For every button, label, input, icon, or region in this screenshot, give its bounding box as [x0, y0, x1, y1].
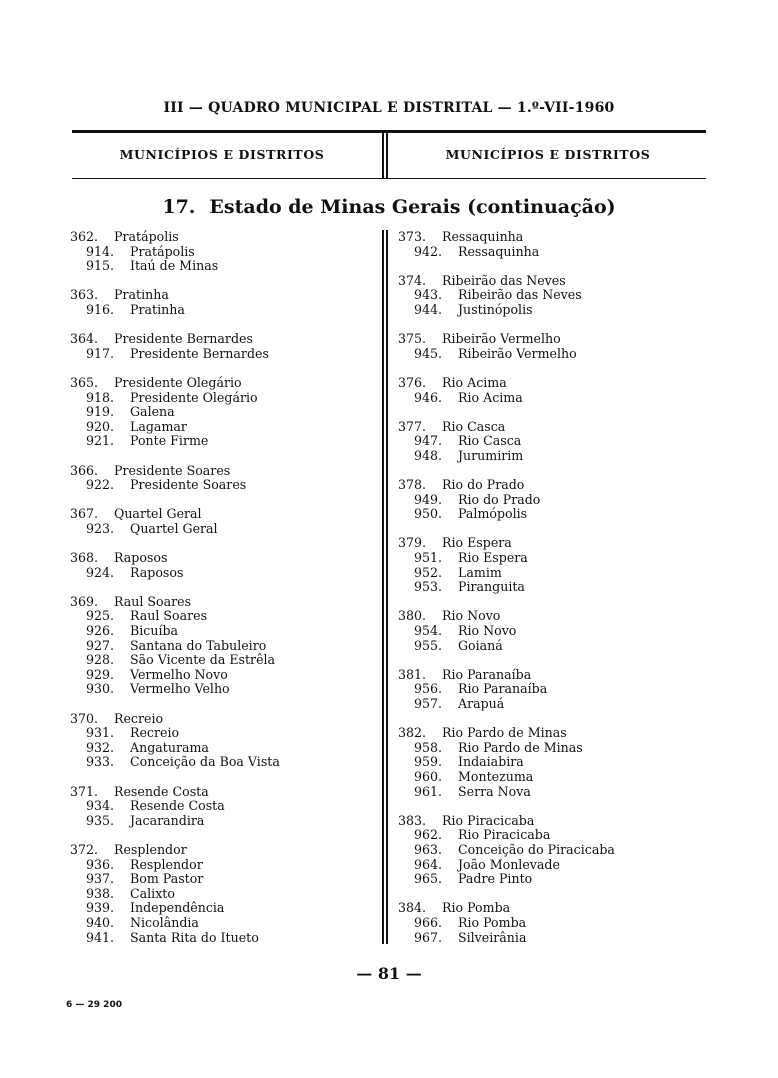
district-number: 932. [86, 739, 115, 755]
municipality-entry [398, 376, 698, 405]
district-name: Pratinha [130, 301, 185, 317]
district-row [398, 347, 698, 362]
municipality-name: Pratinha [114, 287, 169, 303]
district-name: Pratápolis [130, 243, 195, 259]
district-row [70, 858, 380, 873]
column-divider-top [386, 133, 388, 178]
municipality-row [398, 376, 698, 391]
district-row [398, 931, 698, 946]
municipality-row [398, 332, 698, 347]
municipality-name: Ribeirão Vermelho [442, 331, 561, 347]
district-name: Presidente Olegário [130, 389, 258, 405]
district-row [70, 887, 380, 902]
district-number: 953. [414, 579, 443, 595]
district-row [70, 916, 380, 931]
municipality-number: 362. [70, 229, 99, 244]
district-row [398, 697, 698, 712]
district-number: 944. [414, 301, 443, 317]
district-number: 954. [414, 623, 443, 639]
district-name: Rio Pomba [458, 914, 527, 930]
municipality-number: 384. [398, 900, 427, 916]
district-name: Santa Rita do Itueto [130, 929, 259, 945]
district-row [398, 580, 698, 595]
district-number: 920. [86, 418, 115, 434]
municipality-number: 383. [398, 812, 427, 828]
column-divider-top [382, 133, 384, 178]
district-name: Rio Piracicaba [458, 827, 551, 843]
district-row [70, 901, 380, 916]
district-row [70, 799, 380, 814]
district-name: Bicuíba [130, 623, 179, 639]
district-number: 928. [86, 652, 115, 668]
district-row [398, 639, 698, 654]
municipality-number: 371. [70, 783, 99, 799]
municipality-row [70, 288, 380, 303]
municipality-entry [70, 785, 380, 829]
municipality-entry [398, 478, 698, 522]
district-row [398, 741, 698, 756]
municipality-number: 376. [398, 374, 427, 390]
district-name: Montezuma [458, 768, 534, 784]
district-row [70, 609, 380, 624]
municipality-name: Rio Pardo de Minas [442, 725, 567, 741]
municipality-row [70, 507, 380, 522]
district-number: 950. [414, 506, 443, 522]
municipality-entry [398, 814, 698, 887]
municipality-entry [70, 712, 380, 770]
district-row [70, 303, 380, 318]
district-number: 925. [86, 608, 115, 624]
municipality-entry [398, 609, 698, 653]
district-row [70, 814, 380, 829]
district-name: Quartel Geral [130, 520, 218, 536]
district-number: 929. [86, 666, 115, 682]
district-name: Presidente Soares [130, 477, 247, 493]
district-row [398, 551, 698, 566]
municipality-row [398, 274, 698, 289]
district-number: 960. [414, 768, 443, 784]
district-number: 961. [414, 783, 443, 799]
municipality-number: 382. [398, 725, 427, 741]
municipality-number: 365. [70, 374, 99, 390]
district-name: Piranguita [458, 579, 525, 595]
municipality-row [70, 332, 380, 347]
district-row [398, 391, 698, 406]
district-name: João Monlevade [458, 856, 560, 872]
district-row [70, 653, 380, 668]
district-name: Recreio [130, 725, 180, 741]
municipality-row [398, 814, 698, 829]
municipality-number: 381. [398, 666, 427, 682]
column-header-left: MUNICÍPIOS E DISTRITOS [119, 147, 325, 162]
district-number: 921. [86, 433, 115, 449]
district-number: 934. [86, 798, 115, 814]
district-row [70, 391, 380, 406]
municipality-name: Resende Costa [114, 783, 209, 799]
district-number: 949. [414, 491, 443, 507]
district-row [398, 828, 698, 843]
district-name: Ribeirão das Neves [458, 287, 582, 303]
district-name: Ribeirão Vermelho [458, 345, 577, 361]
district-number: 935. [86, 812, 115, 828]
municipality-entry [398, 726, 698, 799]
district-number: 941. [86, 929, 115, 945]
district-name: Jacarandira [130, 812, 205, 828]
municipality-number: 373. [398, 229, 427, 244]
district-number: 966. [414, 914, 443, 930]
municipality-name: Rio Piracicaba [442, 812, 535, 828]
district-name: Santana do Tabuleiro [130, 637, 267, 653]
district-name: Lagamar [130, 418, 187, 434]
district-number: 962. [414, 827, 443, 843]
municipality-number: 375. [398, 331, 427, 347]
district-name: Rio Acima [458, 389, 523, 405]
district-name: Serra Nova [458, 783, 531, 799]
district-number: 939. [86, 900, 115, 916]
district-row [398, 682, 698, 697]
district-name: Lamim [458, 564, 502, 580]
municipality-entry [70, 595, 380, 697]
district-number: 937. [86, 871, 115, 887]
section-title [72, 196, 706, 218]
municipality-row [398, 420, 698, 435]
district-name: Rio Pardo de Minas [458, 739, 583, 755]
municipality-row [70, 230, 380, 245]
district-number: 918. [86, 389, 115, 405]
district-name: Raposos [130, 564, 184, 580]
district-row [70, 726, 380, 741]
district-number: 926. [86, 623, 115, 639]
district-row [398, 858, 698, 873]
district-number: 914. [86, 243, 115, 259]
print-code: 6 — 29 200 [66, 1000, 122, 1010]
section-number: 17. [162, 196, 196, 218]
municipality-name: Rio Novo [442, 608, 501, 624]
municipality-row [70, 712, 380, 727]
district-number: 952. [414, 564, 443, 580]
district-name: Resende Costa [130, 798, 225, 814]
district-row [70, 668, 380, 683]
district-number: 933. [86, 754, 115, 770]
district-row [398, 493, 698, 508]
district-row [398, 507, 698, 522]
district-name: Rio Novo [458, 623, 517, 639]
municipality-name: Recreio [114, 710, 164, 726]
district-number: 924. [86, 564, 115, 580]
district-number: 943. [414, 287, 443, 303]
district-number: 963. [414, 841, 443, 857]
district-number: 959. [414, 754, 443, 770]
municipality-row [398, 901, 698, 916]
municipality-entry [398, 901, 698, 945]
district-number: 922. [86, 477, 115, 493]
municipality-entry [70, 230, 380, 274]
district-name: Resplendor [130, 856, 203, 872]
district-name: Rio Casca [458, 433, 522, 449]
district-row [398, 872, 698, 887]
district-number: 958. [414, 739, 443, 755]
district-number: 957. [414, 696, 443, 711]
municipality-entry [398, 536, 698, 594]
municipality-name: Rio Casca [442, 418, 506, 434]
district-row [70, 405, 380, 420]
municipality-entry [398, 420, 698, 464]
district-name: Calixto [130, 885, 175, 901]
municipality-name: Quartel Geral [114, 506, 202, 522]
right-column [398, 230, 698, 960]
header-rule [72, 130, 706, 133]
district-row [70, 420, 380, 435]
municipality-number: 379. [398, 535, 427, 551]
district-row [398, 785, 698, 800]
district-row [70, 434, 380, 449]
municipality-row [70, 785, 380, 800]
municipality-name: Rio Espera [442, 535, 512, 551]
municipality-number: 369. [70, 593, 99, 609]
page-header: III — QUADRO MUNICIPAL E DISTRITAL — 1.º-VII-1960 [163, 100, 615, 116]
district-name: Vermelho Novo [130, 666, 228, 682]
municipality-row [398, 536, 698, 551]
municipality-entry [70, 332, 380, 361]
district-number: 923. [86, 520, 115, 536]
district-row [70, 682, 380, 697]
municipality-name: Ressaquinha [442, 229, 524, 244]
municipality-name: Raposos [114, 550, 168, 566]
municipality-row [398, 726, 698, 741]
municipality-entry [70, 843, 380, 945]
district-number: 946. [414, 389, 443, 405]
municipality-entry [70, 288, 380, 317]
district-name: São Vicente da Estrêla [130, 652, 276, 668]
district-name: Independência [130, 900, 225, 916]
municipality-row [398, 478, 698, 493]
municipality-number: 363. [70, 287, 99, 303]
district-row [70, 522, 380, 537]
municipality-name: Pratápolis [114, 229, 179, 244]
district-number: 945. [414, 345, 443, 361]
municipality-number: 366. [70, 462, 99, 478]
district-name: Jurumirim [458, 447, 524, 463]
district-row [70, 741, 380, 756]
district-number: 948. [414, 447, 443, 463]
district-number: 936. [86, 856, 115, 872]
district-name: Arapuá [458, 696, 505, 711]
municipality-entry [70, 551, 380, 580]
municipality-entry [398, 274, 698, 318]
district-number: 964. [414, 856, 443, 872]
municipality-number: 364. [70, 331, 99, 347]
municipality-name: Ribeirão das Neves [442, 272, 566, 288]
municipality-entry [398, 332, 698, 361]
municipality-number: 374. [398, 272, 427, 288]
column-divider [382, 230, 384, 944]
district-name: Indaiabira [458, 754, 524, 770]
district-row [70, 872, 380, 887]
district-number: 927. [86, 637, 115, 653]
district-number: 951. [414, 550, 443, 566]
district-number: 930. [86, 681, 115, 697]
municipality-row [398, 609, 698, 624]
municipality-entry [70, 507, 380, 536]
district-name: Palmópolis [458, 506, 528, 522]
district-row [398, 624, 698, 639]
municipality-entry [70, 376, 380, 449]
district-number: 917. [86, 345, 115, 361]
district-number: 931. [86, 725, 115, 741]
municipality-entry [70, 464, 380, 493]
district-row [398, 843, 698, 858]
district-row [398, 449, 698, 464]
district-name: Vermelho Velho [130, 681, 230, 697]
district-name: Galena [130, 404, 175, 420]
district-row [70, 478, 380, 493]
district-number: 940. [86, 914, 115, 930]
district-name: Angaturama [130, 739, 209, 755]
district-row [70, 639, 380, 654]
municipality-row [70, 464, 380, 479]
district-number: 955. [414, 637, 443, 653]
district-name: Goianá [458, 637, 503, 653]
municipality-number: 367. [70, 506, 99, 522]
district-name: Presidente Bernardes [130, 345, 269, 361]
municipality-name: Rio Pomba [442, 900, 511, 916]
municipality-row [70, 376, 380, 391]
municipality-name: Rio Paranaíba [442, 666, 532, 682]
district-number: 938. [86, 885, 115, 901]
municipality-number: 378. [398, 477, 427, 493]
municipality-row [70, 551, 380, 566]
district-row [398, 245, 698, 260]
district-number: 915. [86, 258, 115, 274]
municipality-name: Raul Soares [114, 593, 192, 609]
column-header-rule [72, 178, 706, 179]
municipality-name: Presidente Olegário [114, 374, 242, 390]
district-name: Rio do Prado [458, 491, 541, 507]
district-name: Conceição da Boa Vista [130, 754, 280, 770]
district-row [70, 931, 380, 946]
district-row [70, 566, 380, 581]
municipality-row [70, 595, 380, 610]
municipality-number: 370. [70, 710, 99, 726]
district-row [398, 916, 698, 931]
district-row [70, 755, 380, 770]
municipality-row [398, 668, 698, 683]
municipality-name: Rio do Prado [442, 477, 525, 493]
district-name: Justinópolis [458, 301, 533, 317]
district-name: Ressaquinha [458, 243, 540, 259]
municipality-entry [398, 230, 698, 259]
district-number: 916. [86, 301, 115, 317]
municipality-name: Presidente Soares [114, 462, 231, 478]
district-row [70, 245, 380, 260]
municipality-number: 377. [398, 418, 427, 434]
district-row [398, 288, 698, 303]
district-number: 919. [86, 404, 115, 420]
page-number: — 81 — [356, 964, 422, 983]
column-divider [386, 230, 388, 944]
district-name: Ponte Firme [130, 433, 209, 449]
district-row [70, 259, 380, 274]
district-name: Conceição do Piracicaba [458, 841, 615, 857]
municipality-row [70, 843, 380, 858]
district-number: 965. [414, 871, 443, 887]
district-name: Rio Paranaíba [458, 681, 548, 697]
municipality-number: 368. [70, 550, 99, 566]
left-column [70, 230, 380, 960]
district-row [70, 624, 380, 639]
district-name: Padre Pinto [458, 871, 533, 887]
district-number: 942. [414, 243, 443, 259]
municipality-row [398, 230, 698, 245]
district-number: 956. [414, 681, 443, 697]
municipality-name: Rio Acima [442, 374, 507, 390]
district-row [398, 755, 698, 770]
district-row [398, 434, 698, 449]
district-name: Rio Espera [458, 550, 528, 566]
municipality-name: Resplendor [114, 841, 187, 857]
district-row [398, 770, 698, 785]
municipality-number: 380. [398, 608, 427, 624]
district-name: Bom Pastor [130, 871, 204, 887]
municipality-name: Presidente Bernardes [114, 331, 253, 347]
section-name: Estado de Minas Gerais (continuação) [209, 196, 616, 218]
district-row [398, 566, 698, 581]
district-row [398, 303, 698, 318]
district-number: 967. [414, 929, 443, 945]
district-row [70, 347, 380, 362]
municipality-number: 372. [70, 841, 99, 857]
district-name: Itaú de Minas [130, 258, 219, 274]
municipality-entry [398, 668, 698, 712]
district-name: Silveirânia [458, 929, 527, 945]
district-name: Nicolândia [130, 914, 199, 930]
column-header-right: MUNICÍPIOS E DISTRITOS [445, 147, 651, 162]
district-name: Raul Soares [130, 608, 208, 624]
district-number: 947. [414, 433, 443, 449]
